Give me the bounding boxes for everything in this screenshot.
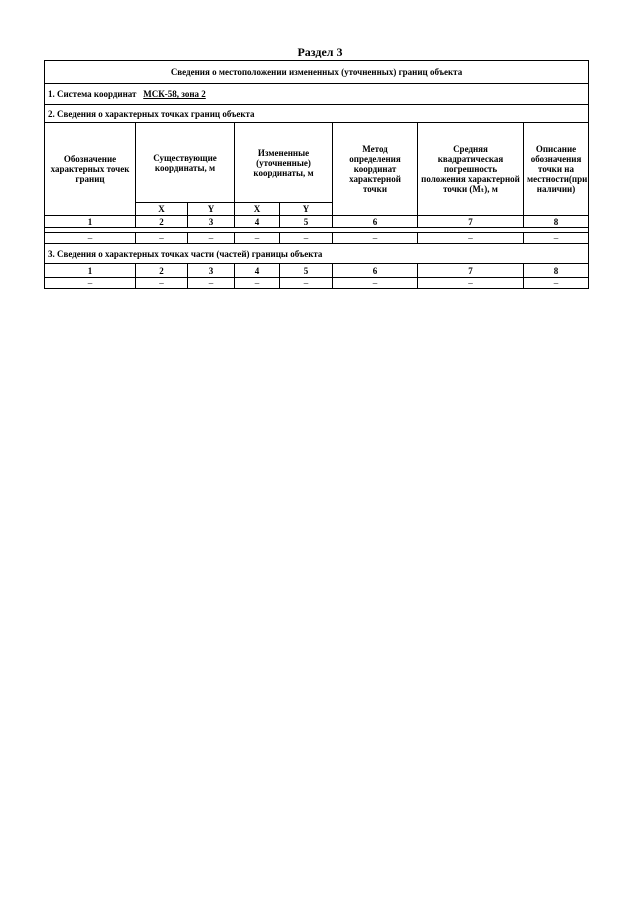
- header-existing-y: Y: [188, 203, 235, 216]
- section-title: Раздел 3: [297, 45, 343, 59]
- column-number: 2: [136, 264, 188, 278]
- header-changed-y: Y: [280, 203, 333, 216]
- table-cell-empty: –: [45, 278, 136, 289]
- table-cell-empty: –: [280, 278, 333, 289]
- header-designation: Обозначение характерных точек границ: [45, 123, 136, 216]
- header-error: Средняя квадратическая погрешность положения характерной точки (Mₜ), м: [418, 123, 524, 216]
- column-number: 4: [235, 216, 280, 228]
- header-changed: Измененные (уточненные) координаты, м: [235, 123, 333, 203]
- column-number: 8: [524, 216, 589, 228]
- coord-system-value: МСК-58, зона 2: [143, 89, 206, 99]
- table-cell-empty: –: [418, 278, 524, 289]
- table-cell-empty: –: [136, 233, 188, 244]
- header-changed-x: X: [235, 203, 280, 216]
- column-number: 8: [524, 264, 589, 278]
- table-cell-empty: –: [333, 278, 418, 289]
- table-title: Сведения о местоположении измененных (уточненных) границ объекта: [45, 61, 589, 84]
- table-cell-empty: –: [235, 233, 280, 244]
- points-heading: 2. Сведения о характерных точках границ объекта: [45, 105, 589, 123]
- table-cell-empty: –: [188, 278, 235, 289]
- column-number: 6: [333, 216, 418, 228]
- column-number: 1: [45, 216, 136, 228]
- column-number: 4: [235, 264, 280, 278]
- table-cell-empty: –: [235, 278, 280, 289]
- parts-heading: 3. Сведения о характерных точках части (частей) границы объекта: [45, 244, 589, 264]
- column-number: 5: [280, 216, 333, 228]
- table-cell-empty: –: [333, 233, 418, 244]
- coord-system-label: 1. Система координат: [48, 89, 137, 99]
- boundary-table: [44, 60, 589, 289]
- table-cell-empty: –: [280, 233, 333, 244]
- header-method: Метод определения координат характерной точки: [333, 123, 418, 216]
- header-existing-x: X: [136, 203, 188, 216]
- column-number: 3: [188, 216, 235, 228]
- table-cell-empty: –: [524, 233, 589, 244]
- table-cell-empty: –: [188, 233, 235, 244]
- column-number: 2: [136, 216, 188, 228]
- table-cell-empty: –: [45, 233, 136, 244]
- header-description: Описание обозначения точки на местности(при наличии): [524, 123, 589, 216]
- table-cell-empty: –: [418, 233, 524, 244]
- header-existing: Существующие координаты, м: [136, 123, 235, 203]
- column-number: 5: [280, 264, 333, 278]
- coord-system-row: [45, 84, 589, 105]
- column-number: 1: [45, 264, 136, 278]
- column-number: 7: [418, 264, 524, 278]
- column-number: 6: [333, 264, 418, 278]
- column-number: 3: [188, 264, 235, 278]
- table-cell-empty: –: [136, 278, 188, 289]
- column-number: 7: [418, 216, 524, 228]
- table-cell-empty: –: [524, 278, 589, 289]
